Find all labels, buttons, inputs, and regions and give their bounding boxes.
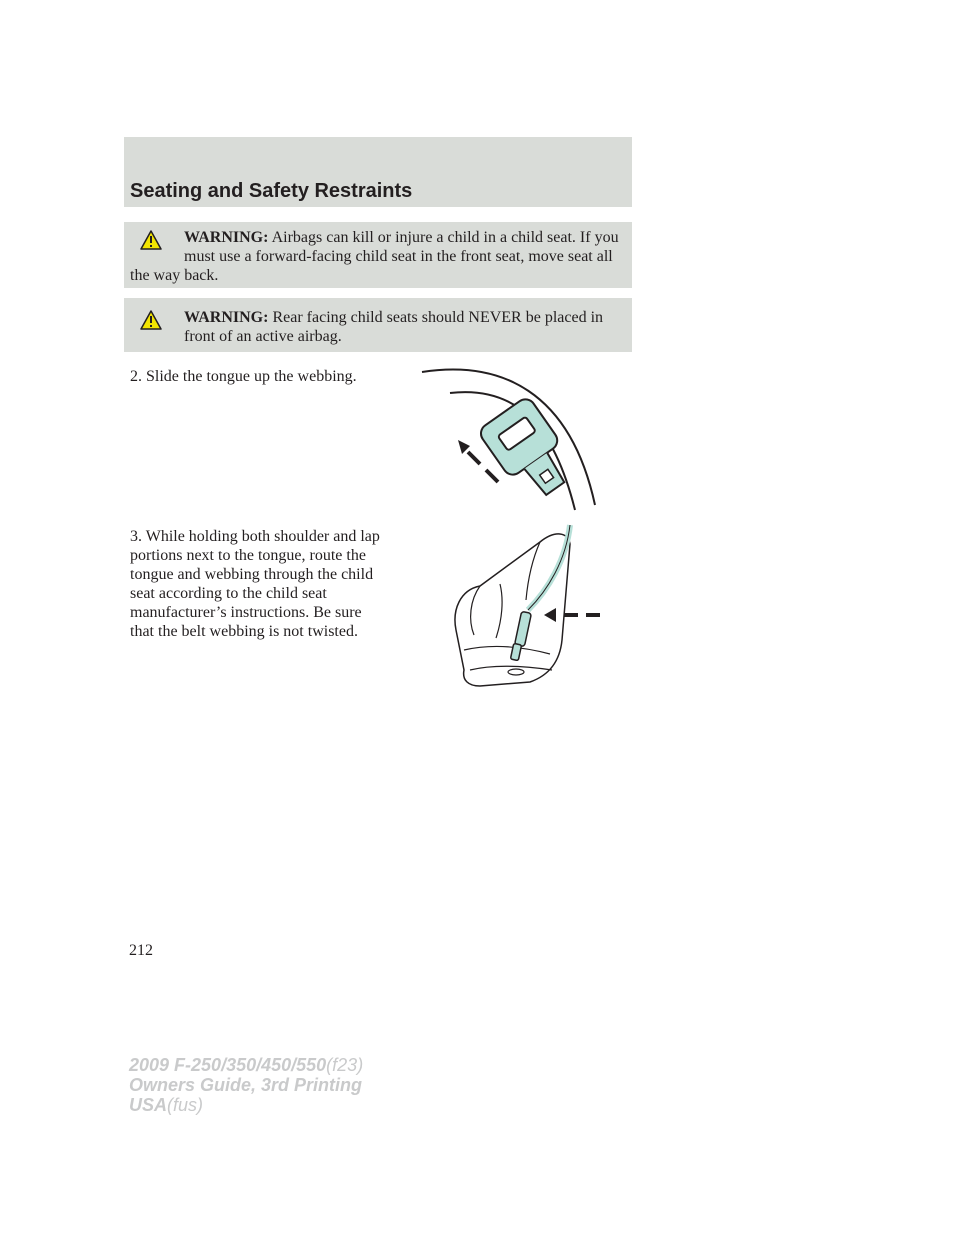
footer-market-code: (fus) xyxy=(167,1095,204,1115)
step-3-text: 3. While holding both shoulder and lap portions next to the tongue, route the tongue and webbing through the child seat according to the child seat manufacturer’s instructions. Be sure that the belt webbing is not twisted. xyxy=(130,528,380,640)
page-number: 212 xyxy=(129,942,153,959)
document-footer xyxy=(129,1055,363,1115)
child-seat-illustration xyxy=(440,520,615,690)
warning-text: Rear facing child seats should NEVER be placed in front of an active airbag. xyxy=(184,309,604,345)
warning-label: WARNING: xyxy=(184,229,269,246)
section-title: Seating and Safety Restraints xyxy=(130,180,413,202)
footer-model-code: (f23) xyxy=(326,1055,364,1075)
warning-text: Airbags can kill or injure a child in a child seat. If you must use a forward-facing child seat in the front seat, move seat all the way back. xyxy=(130,229,619,284)
warning-label: WARNING: xyxy=(184,309,269,326)
warning-box-rear-facing xyxy=(124,298,632,352)
belt-tongue-illustration xyxy=(410,360,620,520)
step-2-text: 2. Slide the tongue up the webbing. xyxy=(130,368,357,385)
footer-printing: Owners Guide, 3rd Printing xyxy=(129,1075,363,1095)
warning-box-airbag-child xyxy=(124,222,632,288)
footer-model: 2009 F-250/350/450/550 xyxy=(129,1055,327,1075)
warning-triangle-icon xyxy=(140,310,162,330)
warning-triangle-icon xyxy=(140,230,162,250)
footer-market: USA xyxy=(129,1095,168,1115)
